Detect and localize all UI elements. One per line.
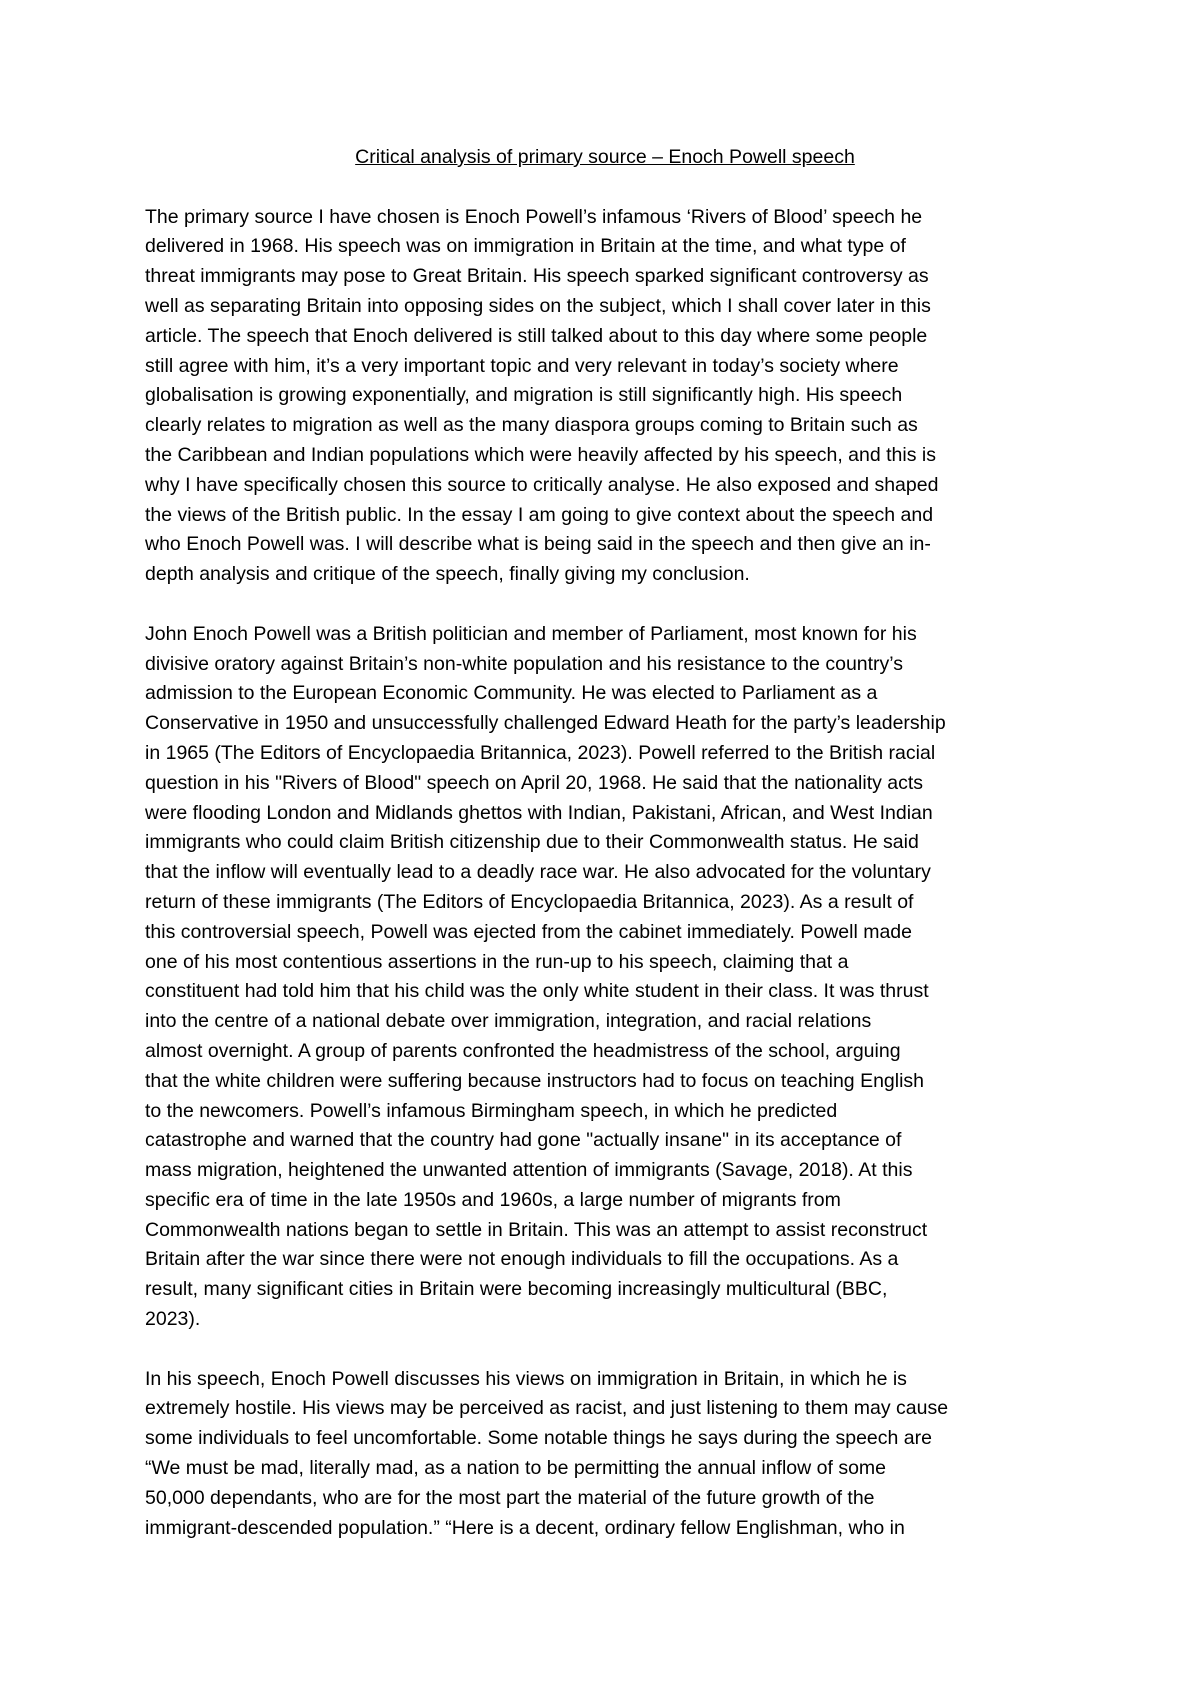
text-line: specific era of time in the late 1950s and 1960s, a large number of migrants from xyxy=(145,1188,841,1211)
text-line: divisive oratory against Britain’s non-white population and his resistance to the country’s xyxy=(145,652,904,675)
text-line: almost overnight. A group of parents confronted the headmistress of the school, arguing xyxy=(145,1039,901,1062)
text-line: in 1965 (The Editors of Encyclopaedia Britannica, 2023). Powell referred to the British racial xyxy=(145,741,936,764)
text-line: constituent had told him that his child was the only white student in their class. It was thrust xyxy=(145,980,929,1003)
text-line: were flooding London and Midlands ghettos with Indian, Pakistani, African, and West Indian xyxy=(145,801,933,824)
text-line: into the centre of a national debate over immigration, integration, and racial relations xyxy=(145,1010,872,1033)
text-line: John Enoch Powell was a British politician and member of Parliament, most known for his xyxy=(145,622,917,645)
text-line: mass migration, heightened the unwanted attention of immigrants (Savage, 2018). At this xyxy=(145,1159,913,1182)
text-line: admission to the European Economic Community. He was elected to Parliament as a xyxy=(145,682,878,705)
text-line: 2023). xyxy=(145,1308,201,1331)
text-line: catastrophe and warned that the country had gone "actually insane" in its acceptance of xyxy=(145,1129,902,1152)
text-line: “We must be mad, literally mad, as a nation to be permitting the annual inflow of some xyxy=(145,1457,887,1480)
text-line: one of his most contentious assertions in the run-up to his speech, claiming that a xyxy=(145,950,849,973)
text-line: immigrant-descended population.” “Here is a decent, ordinary fellow Englishman, who in xyxy=(145,1516,905,1539)
text-line: this controversial speech, Powell was ejected from the cabinet immediately. Powell made xyxy=(145,920,912,943)
text-line: that the white children were suffering because instructors had to focus on teaching English xyxy=(145,1069,925,1092)
text-line: the Caribbean and Indian populations which were heavily affected by his speech, and this is xyxy=(145,443,936,466)
text-line: still agree with him, it’s a very important topic and very relevant in today’s society where xyxy=(145,354,899,377)
text-line: In his speech, Enoch Powell discusses his views on immigration in Britain, in which he is xyxy=(145,1367,907,1390)
text-line: return of these immigrants (The Editors of Encyclopaedia Britannica, 2023). As a result of xyxy=(145,890,914,913)
paragraph xyxy=(145,203,1065,590)
text-line: Commonwealth nations began to settle in Britain. This was an attempt to assist reconstruct xyxy=(145,1218,928,1241)
text-line: immigrants who could claim British citizenship due to their Commonwealth status. He said xyxy=(145,831,919,854)
text-line: extremely hostile. His views may be perceived as racist, and just listening to them may cause xyxy=(145,1397,949,1420)
text-line: why I have specifically chosen this source to critically analyse. He also exposed and shaped xyxy=(145,473,939,496)
paragraph xyxy=(145,1365,1065,1544)
text-line: some individuals to feel uncomfortable. Some notable things he says during the speech are xyxy=(145,1427,932,1450)
text-line: that the inflow will eventually lead to a deadly race war. He also advocated for the voluntary xyxy=(145,861,931,884)
text-line: to the newcomers. Powell’s infamous Birmingham speech, in which he predicted xyxy=(145,1099,838,1122)
text-line: article. The speech that Enoch delivered is still talked about to this day where some people xyxy=(145,324,928,347)
text-line: the views of the British public. In the essay I am going to give context about the speech and xyxy=(145,503,934,526)
text-line: Conservative in 1950 and unsuccessfully challenged Edward Heath for the party’s leadership xyxy=(145,712,946,735)
text-line: result, many significant cities in Britain were becoming increasingly multicultural (BBC, xyxy=(145,1278,888,1301)
document-title: Critical analysis of primary source – Enoch Powell speech xyxy=(355,146,855,168)
text-line: who Enoch Powell was. I will describe what is being said in the speech and then give an in- xyxy=(145,533,931,556)
text-line: globalisation is growing exponentially, and migration is still significantly high. His speech xyxy=(145,384,903,407)
text-line: delivered in 1968. His speech was on immigration in Britain at the time, and what type of xyxy=(145,235,906,258)
text-line: threat immigrants may pose to Great Britain. His speech sparked significant controversy as xyxy=(145,265,929,288)
paragraph xyxy=(145,620,1065,1335)
text-line: question in his "Rivers of Blood" speech on April 20, 1968. He said that the nationality acts xyxy=(145,771,924,794)
text-line: 50,000 dependants, who are for the most part the material of the future growth of the xyxy=(145,1486,875,1509)
text-line: well as separating Britain into opposing sides on the subject, which I shall cover later in this xyxy=(145,294,931,317)
text-line: clearly relates to migration as well as the many diaspora groups coming to Britain such as xyxy=(145,414,918,437)
text-line: Britain after the war since there were not enough individuals to fill the occupations. As a xyxy=(145,1248,899,1271)
document-body xyxy=(145,143,1065,1573)
text-line: depth analysis and critique of the speech, finally giving my conclusion. xyxy=(145,563,750,586)
text-line: The primary source I have chosen is Enoch Powell’s infamous ‘Rivers of Blood’ speech he xyxy=(145,205,923,228)
paragraph-list xyxy=(145,203,1065,1544)
